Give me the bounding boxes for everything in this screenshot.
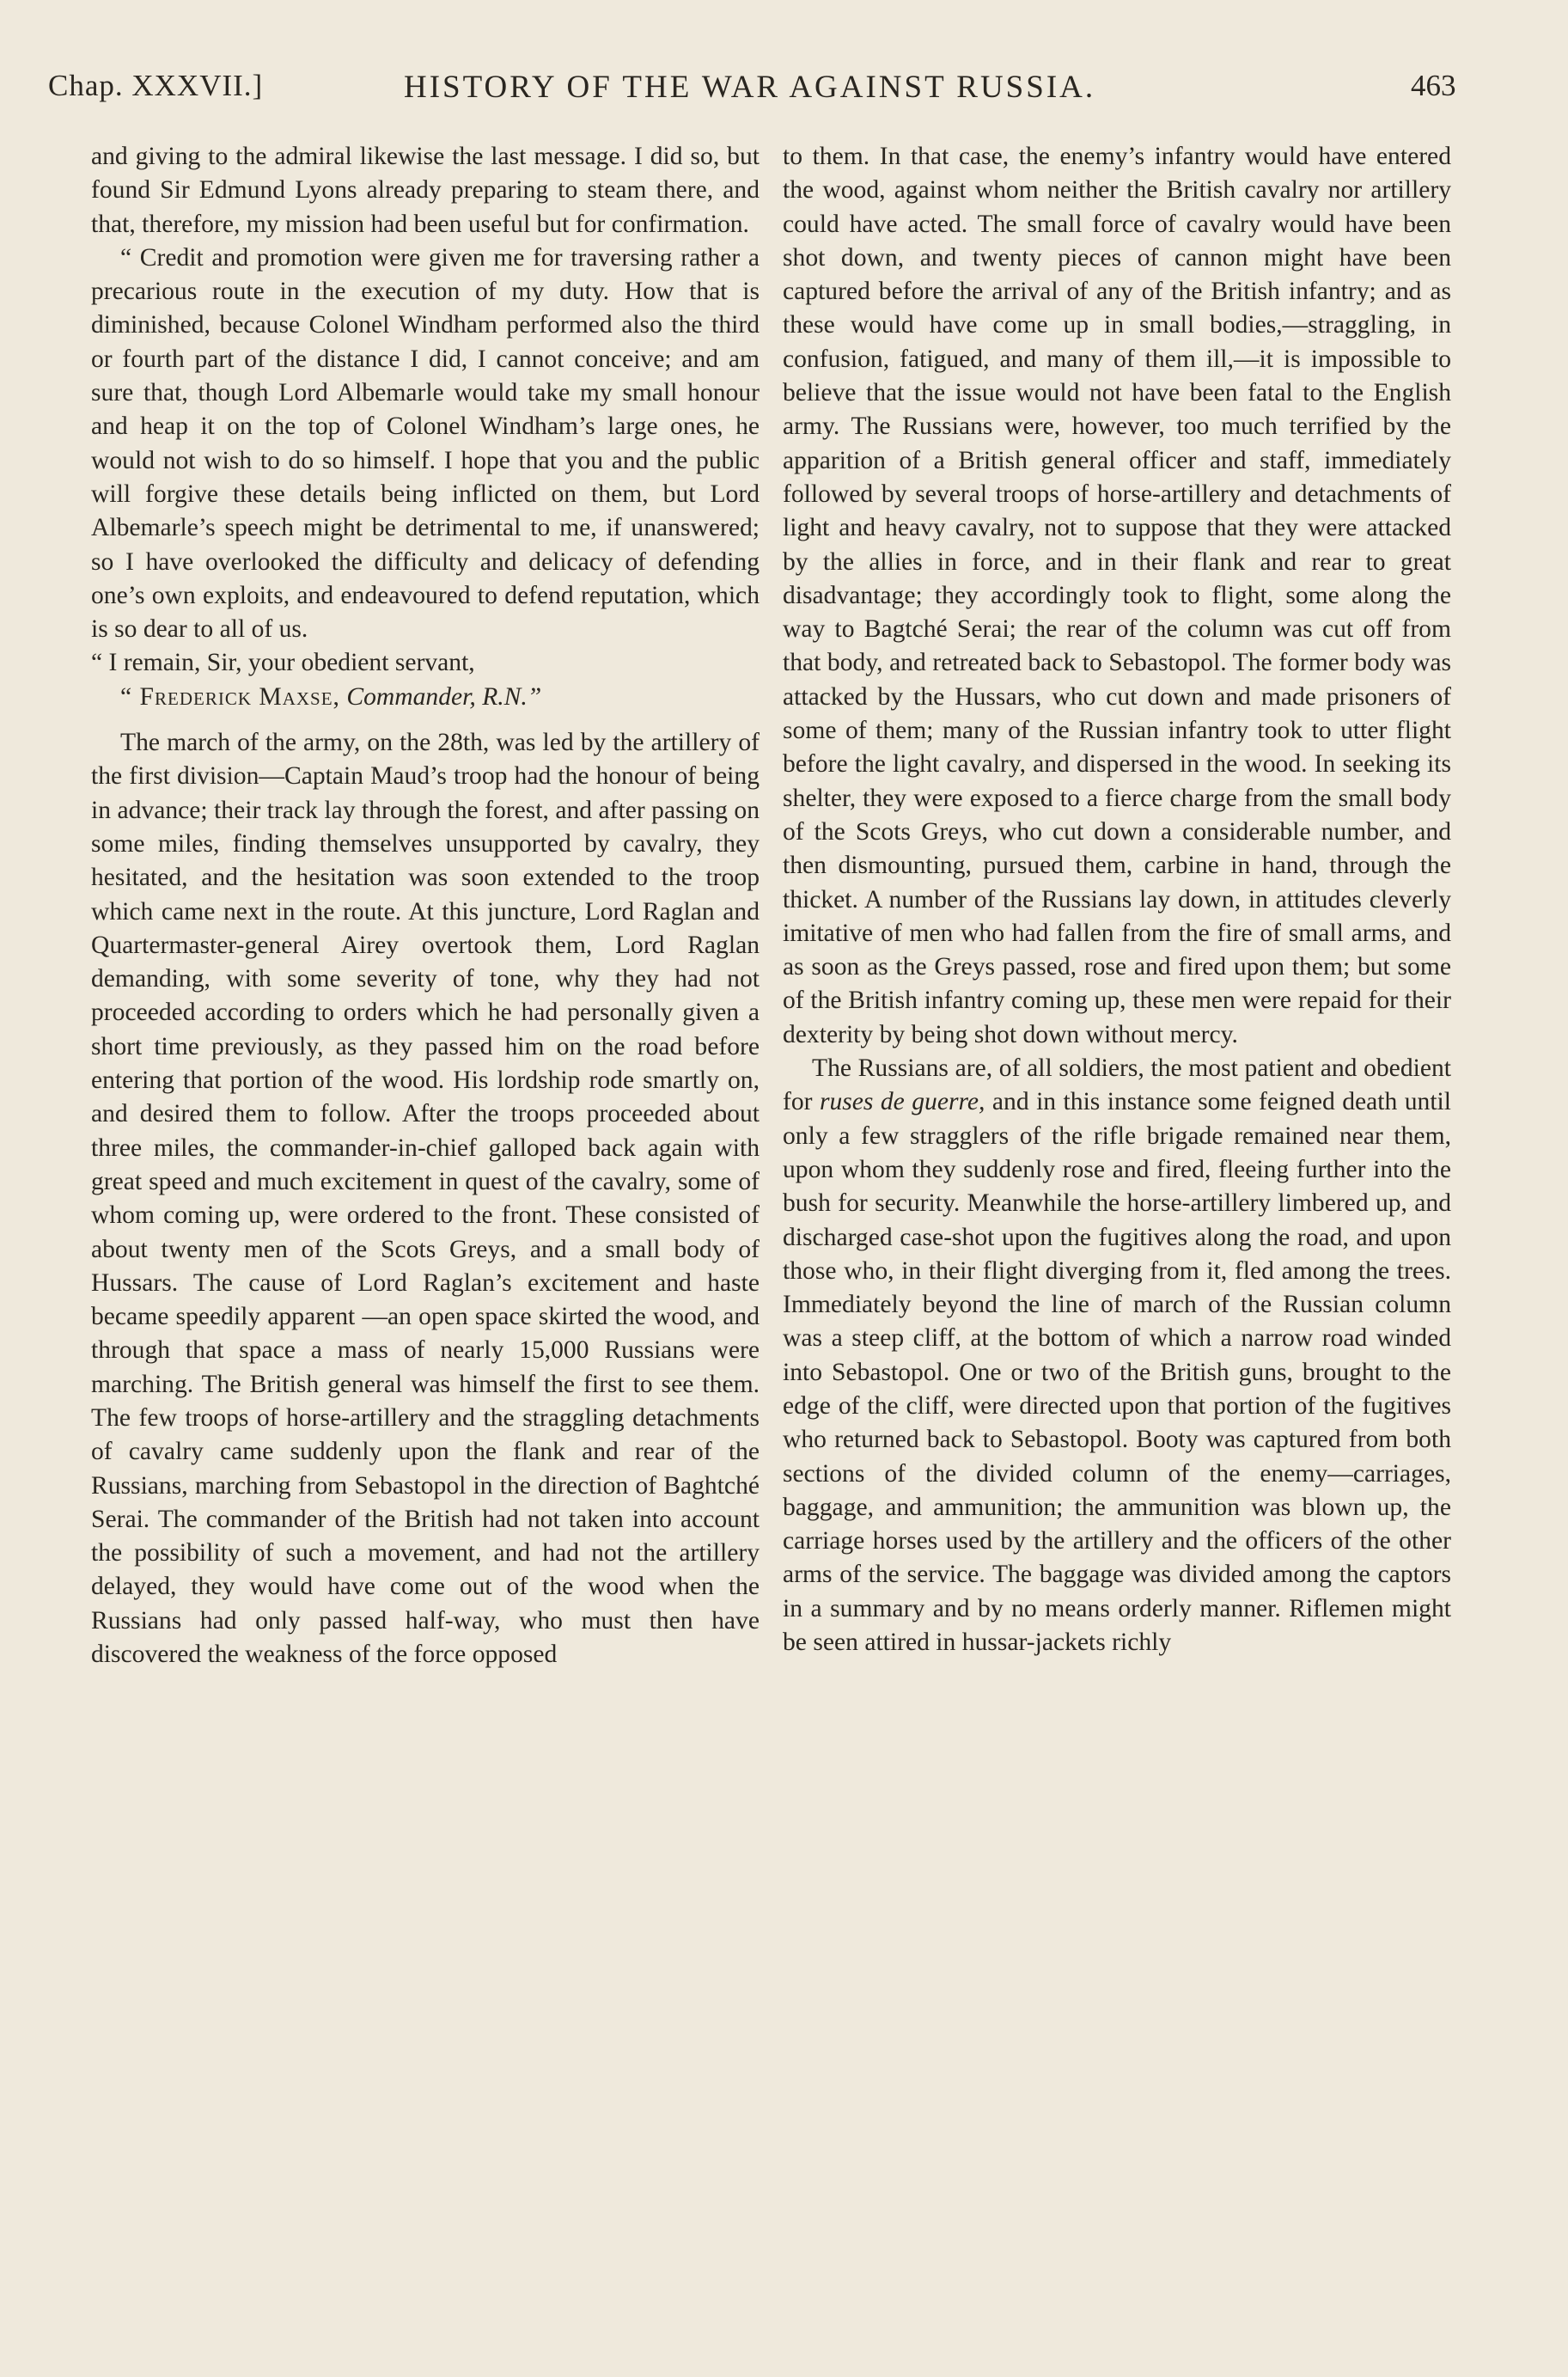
letter-closing: “ I remain, Sir, your obedient servant, [91,649,475,677]
chapter-label: Chap. XXXVII.] [48,69,264,102]
signature-rank: Commander, R.N.” [346,682,542,711]
left-column [91,140,760,2349]
italic-phrase: ruses de guerre, [819,1088,985,1116]
right-column [783,140,1451,2349]
running-header [0,69,1568,120]
paragraph-march: The march of the army, on the 28th, was led by the artillery of the first division—Captain Maud’s troop had the honour of being in advance; their track lay through the forest, and after passing on some miles, finding themselves unsupported by cavalry, they hesitated, and the hesitation was soon extended to the troop which came next in the route. At this juncture, Lord Raglan and Quartermaster-general Airey overtook them, Lord Raglan demanding, with some severity of tone, why they had not proceeded according to orders which he had personally given a short time previously, as they passed him on the road before entering that portion of the wood. His lordship rode smartly on, and desired them to follow. After the troops proceeded about three miles, the commander-in-chief galloped back again with great speed and much excitement in quest of the cavalry, some of whom coming up, were ordered to the front. These consisted of about twenty men of the Scots Greys, and a small body of Hussars. The cause of Lord Raglan’s excitement and haste became speedily apparent —an open space skirted the wood, and through that space a mass of nearly 15,000 Russians were marching. The British general was himself the first to see them. The few troops of horse-artillery and the straggling detachments of cavalry came suddenly upon the flank and rear of the Russians, marching from Sebastopol in the direction of Baghtché Serai. The commander of the British had not taken into account the possibility of such a movement, and had not the artillery delayed, they would have come out of the wood when the Russians had only passed half-way, who must then have discovered the weakness of the force opposed [91,729,760,1669]
paragraph-lead: The Russians are, of all soldiers, the most patient and obedient for [783,1054,1451,1116]
paragraph-continuation: and giving to the admiral likewise the last message. I did so, but found Sir Edmund Lyons already preparing to steam there, and that, therefore, my mission had been useful but for confirmation. [91,143,760,238]
paragraph-russians [783,1052,1451,1659]
page-number: 463 [1411,69,1456,102]
signature-name: “ Frederick Maxse, [120,682,340,711]
paragraph-gap [91,714,760,726]
paragraph-rest: and in this instance some feigned death until only a few stragglers of the rifle brigade remained near them, upon whom they suddenly rose and fired, fleeing further into the bush for security. Meanwhile the horse-artillery limbered up, and discharged case-shot upon the fugitives along the road, and upon those who, in their flight diverging from it, fled among the trees. Immediately beyond the line of march of the Russian column was a steep cliff, at the bottom of which a narrow road winded into Sebastopol. One or two of the British guns, brought to the edge of the cliff, were directed upon that portion of the fugitives who returned back to Sebastopol. Booty was captured from both sections of the divided column of the enemy—carriages, baggage, and ammunition; the ammunition was blown up, the carriage horses used by the artillery and the officers of the other arms of the service. The baggage was divided among the captors in a summary and by no means orderly manner. Riflemen might be seen attired in hussar-jackets richly [783,1088,1451,1657]
paragraph-letter-body: “ Credit and promotion were given me for traversing rather a precarious route in the execution of my duty. How that is diminished, because Colonel Windham performed also the third or fourth part of the distance I did, I cannot conceive; and am sure that, though Lord Albemarle would take my small honour and heap it on the top of Colonel Windham’s large ones, he would not wish to do so himself. I hope that you and the public will forgive these details being inflicted on them, but Lord Albemarle’s speech might be detrimental to me, if unanswered; so I have overlooked the difficulty and delicacy of defending one’s own exploits, and endeavoured to defend reputation, which is so dear to all of us. [91,243,760,644]
letter-signature [91,681,760,714]
running-title: HISTORY OF THE WAR AGAINST RUSSIA. [404,70,1096,105]
paragraph-continuation: to them. In that case, the enemy’s infantry would have entered the wood, against whom neither the British cavalry nor artillery could have acted. The small force of cavalry would have been shot down, and twenty pieces of cannon might have been captured before the arrival of any of the British infantry; and as these would have come up in small bodies,—straggling, in confusion, fatigued, and many of them ill,—it is impossible to believe that the issue would not have been fatal to the English army. The Russians were, however, too much terrified by the apparition of a British general officer and staff, immediately followed by several troops of horse-artillery and detachments of light and heavy cavalry, not to suppose that they were attacked by the allies in force, and in their flank and rear to great disadvantage; they accordingly took to flight, some along the way to Bagtché Serai; the rear of the column was cut off from that body, and retreated back to Sebastopol. The former body was attacked by the Hussars, who cut down and made prisoners of some of them; many of the Russian infantry took to utter flight before the light cavalry, and dispersed in the wood. In seeking its shelter, they were exposed to a fierce charge from the small body of the Scots Greys, who cut down a considerable number, and then dismounting, pursued them, carbine in hand, through the thicket. A number of the Russians lay down, in attitudes cleverly imitative of men who had fallen from the fire of small arms, and as soon as the Greys passed, rose and fired upon them; but some of the British infantry coming up, these men were repaid for their dexterity by being shot down without mercy. [783,143,1451,1048]
